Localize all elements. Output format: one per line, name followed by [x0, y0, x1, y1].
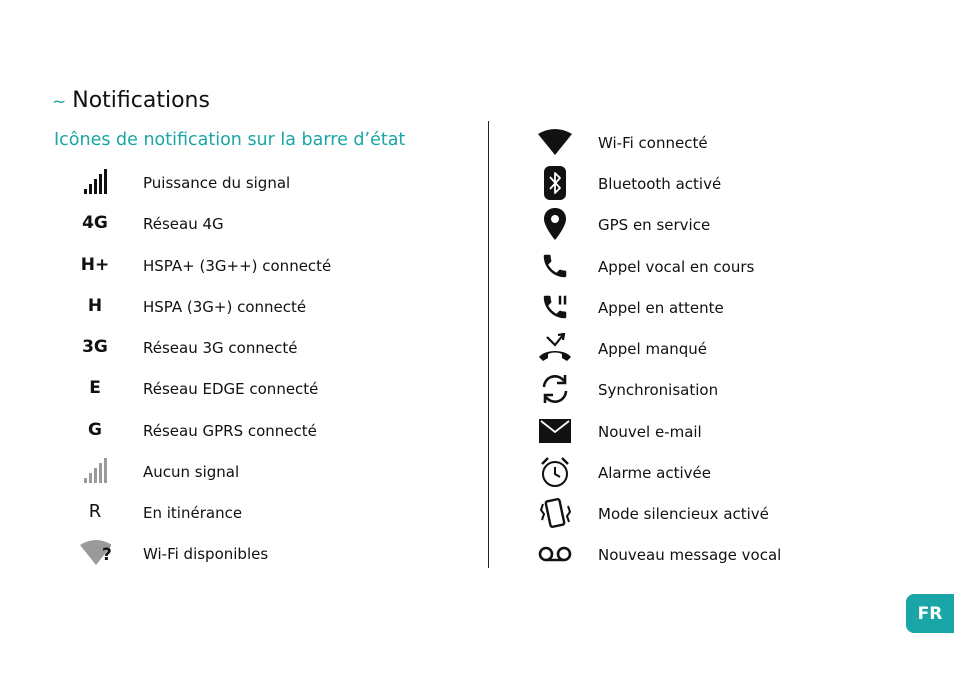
- list-item: [77, 329, 477, 365]
- list-item: [537, 330, 937, 366]
- list-item: [537, 413, 937, 449]
- alarm-clock-icon: [537, 454, 573, 490]
- network-4g-icon: 4G: [82, 212, 108, 233]
- title-prefix: ~: [52, 92, 67, 112]
- list-item-label: Puissance du signal: [143, 174, 291, 192]
- list-item-label: Réseau 4G: [143, 215, 224, 233]
- list-item: [77, 535, 477, 571]
- list-item: [77, 247, 477, 283]
- list-item: [537, 206, 937, 242]
- list-item: [77, 453, 477, 489]
- list-item-label: En itinérance: [143, 504, 243, 522]
- list-item-label: Nouvel e-mail: [598, 423, 702, 441]
- list-item: [537, 289, 937, 325]
- list-item-label: HSPA+ (3G++) connecté: [143, 257, 332, 275]
- list-item-label: Appel en attente: [598, 299, 724, 317]
- list-item-label: Wi-Fi connecté: [598, 134, 708, 152]
- title-text: Notifications: [72, 88, 210, 113]
- list-item-label: Appel vocal en cours: [598, 258, 755, 276]
- list-item-label: Réseau GPRS connecté: [143, 422, 317, 440]
- bluetooth-icon: [537, 165, 573, 201]
- voicemail-icon: [537, 536, 573, 572]
- no-signal-icon: [77, 453, 113, 489]
- list-item-label: Mode silencieux activé: [598, 505, 769, 523]
- network-3g-icon: 3G: [82, 336, 108, 357]
- subtitle: Icônes de notification sur la barre d’état: [54, 130, 406, 150]
- list-item: [537, 124, 937, 160]
- list-item-label: Alarme activée: [598, 464, 711, 482]
- gps-pin-icon: [537, 206, 573, 242]
- list-item-label: Synchronisation: [598, 381, 719, 399]
- email-icon: [537, 413, 573, 449]
- list-item: [77, 288, 477, 324]
- hspa-icon: H: [87, 295, 103, 316]
- list-item-label: Wi-Fi disponibles: [143, 545, 269, 563]
- column-divider: [488, 121, 489, 568]
- wifi-connected-icon: [537, 124, 573, 160]
- question-mark-glyph: ?: [102, 545, 112, 565]
- list-item-label: Aucun signal: [143, 463, 240, 481]
- list-item: [77, 370, 477, 406]
- list-item: [77, 164, 477, 200]
- language-badge: FR: [906, 594, 954, 633]
- list-item: [77, 205, 477, 241]
- list-item-label: GPS en service: [598, 216, 711, 234]
- list-item-label: HSPA (3G+) connecté: [143, 298, 307, 316]
- edge-icon: E: [89, 377, 101, 398]
- roaming-icon: R: [88, 501, 102, 522]
- list-item-label: Réseau EDGE connecté: [143, 380, 319, 398]
- list-item: [537, 371, 937, 407]
- list-item: [537, 536, 937, 572]
- list-item: [537, 165, 937, 201]
- list-item: [537, 454, 937, 490]
- list-item-label: Bluetooth activé: [598, 175, 722, 193]
- list-item-label: Appel manqué: [598, 340, 708, 358]
- section-title: [52, 86, 210, 117]
- list-item: [77, 412, 477, 448]
- list-item: [77, 494, 477, 530]
- vibrate-icon: [537, 495, 573, 531]
- hspa-plus-icon: H+: [80, 254, 110, 275]
- gprs-icon: G: [88, 419, 102, 440]
- missed-call-icon: [537, 330, 573, 366]
- signal-strength-icon: [77, 164, 113, 200]
- sync-icon: [537, 371, 573, 407]
- phone-call-icon: [537, 248, 573, 284]
- call-hold-icon: [537, 289, 573, 325]
- wifi-available-icon: [77, 535, 113, 571]
- list-item: [537, 495, 937, 531]
- list-item: [537, 248, 937, 284]
- list-item-label: Réseau 3G connecté: [143, 339, 298, 357]
- list-item-label: Nouveau message vocal: [598, 546, 782, 564]
